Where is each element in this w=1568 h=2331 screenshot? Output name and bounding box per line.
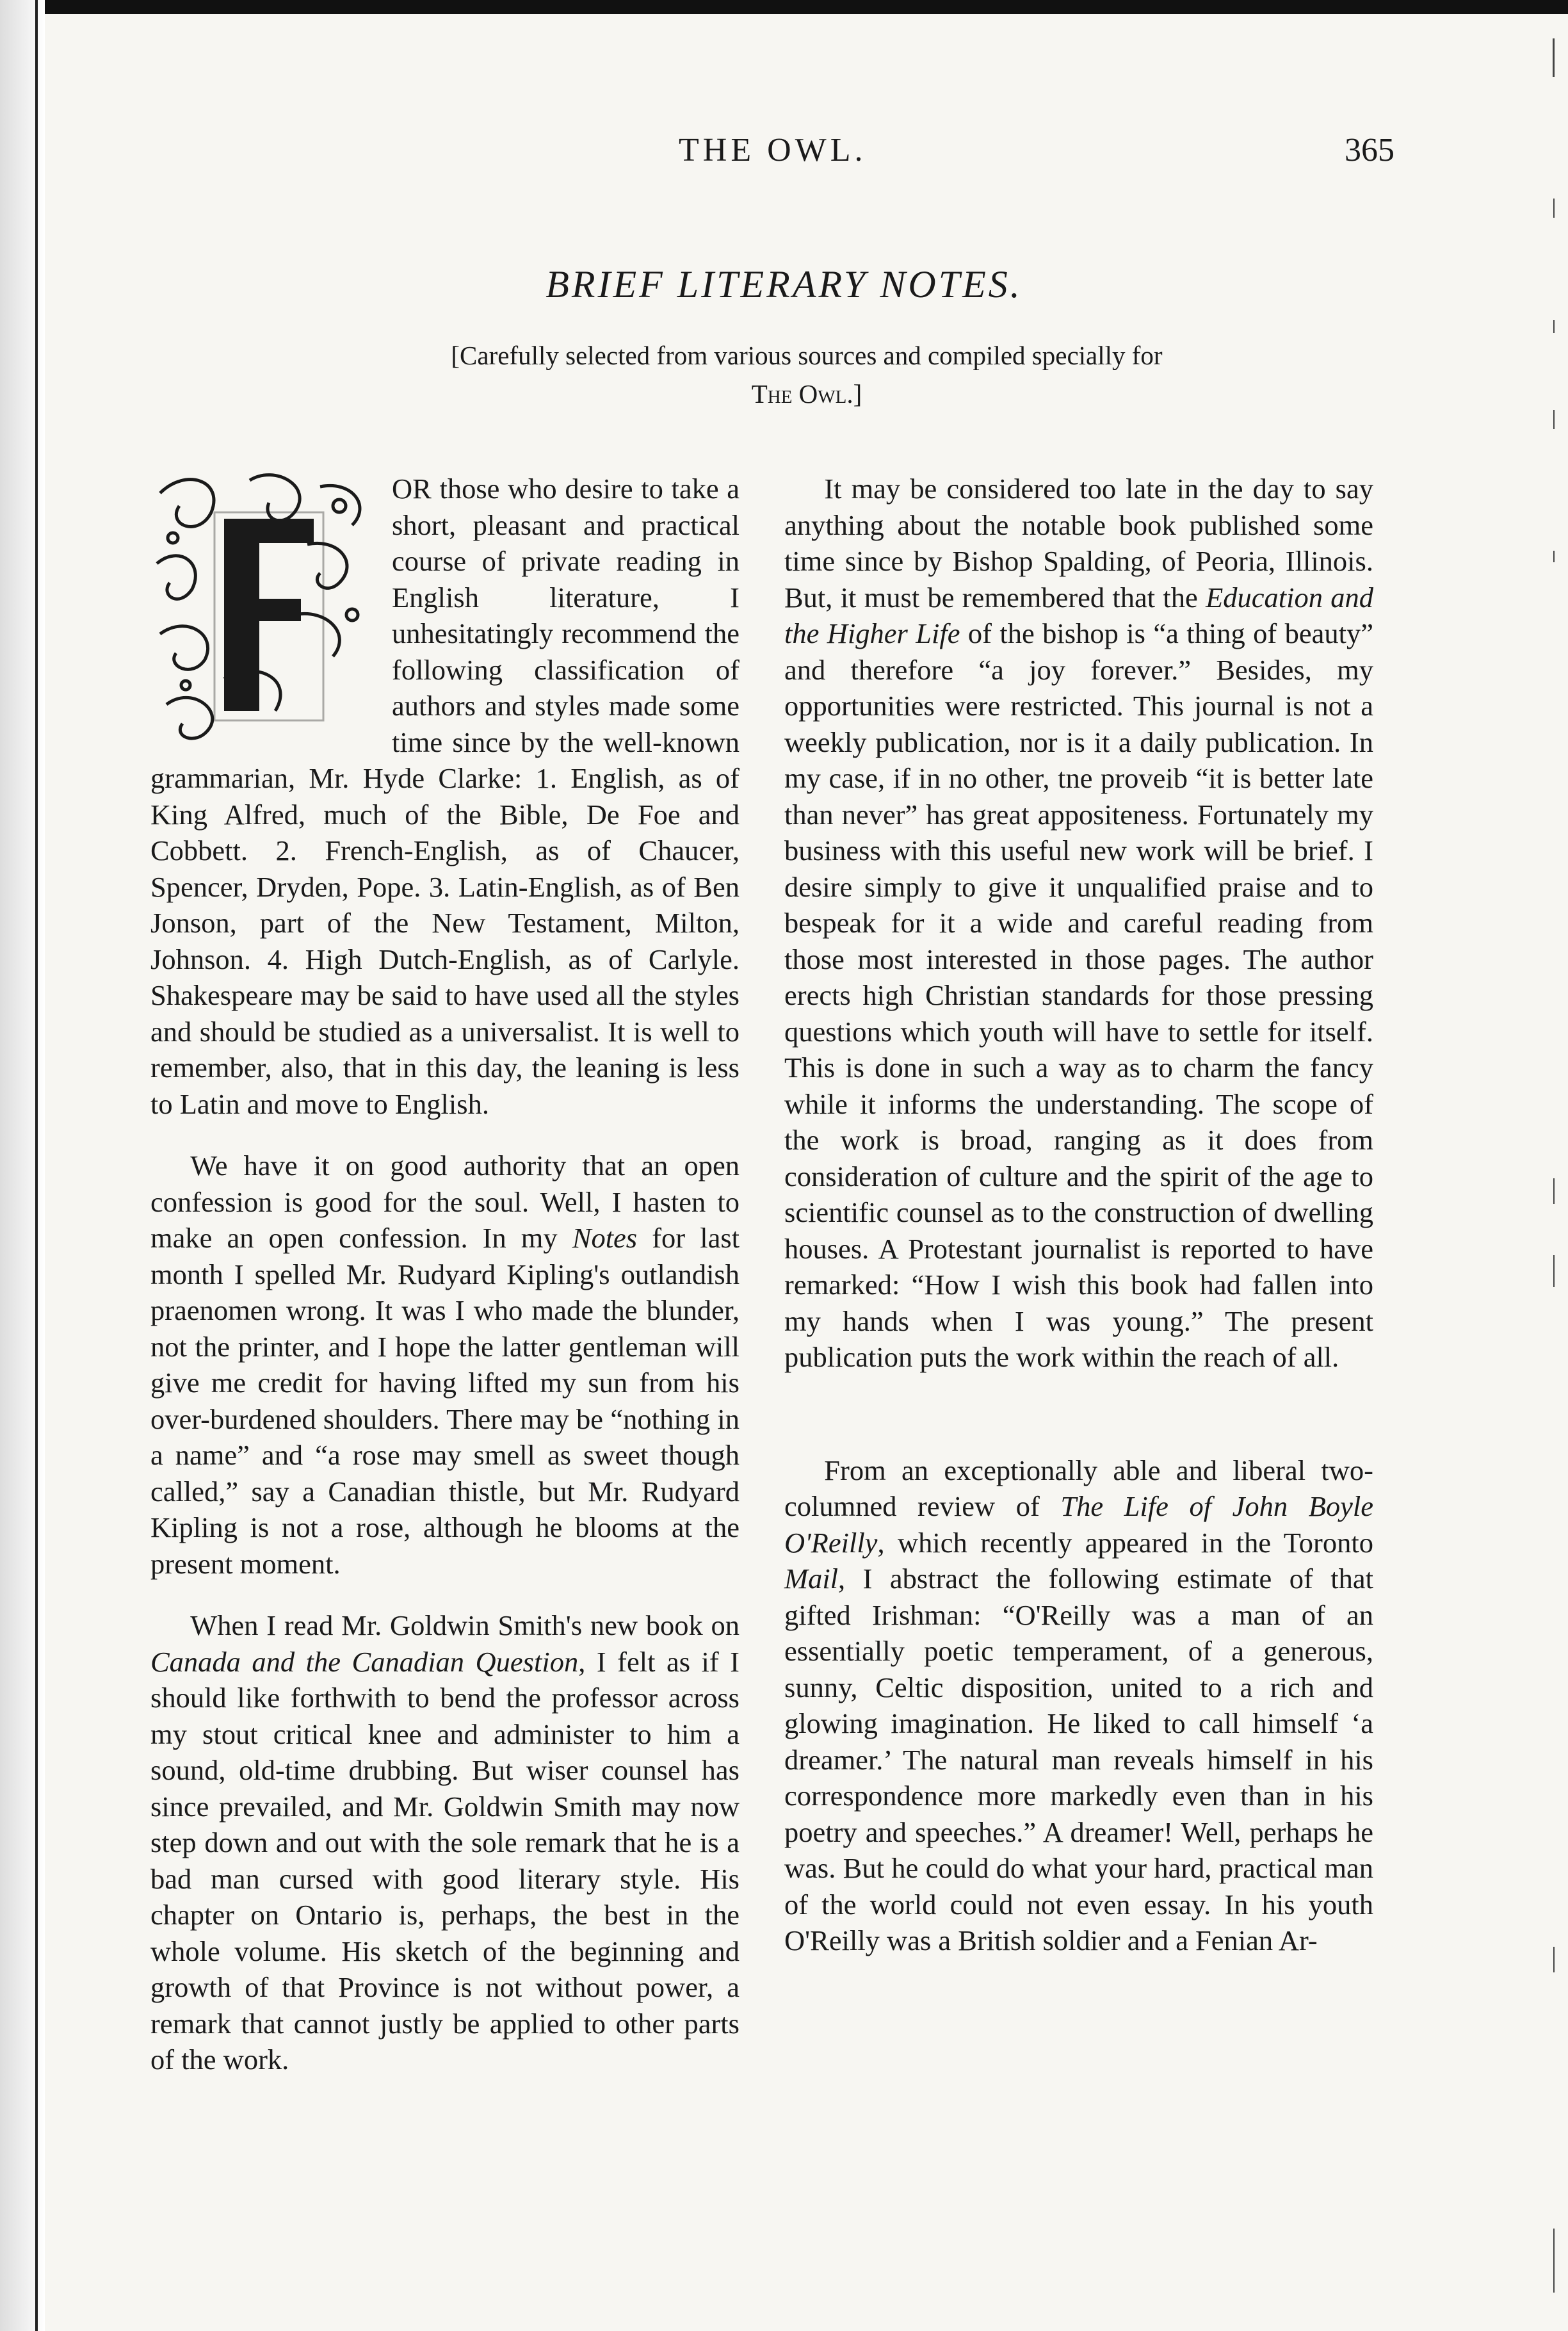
paragraph-classification bbox=[150, 471, 740, 1122]
text-run: It may be considered too late in the day to say anything about the notable book published some time since by Bishop Spalding, of Peoria, Illinois. But, it must be remembered that the bbox=[784, 473, 1373, 613]
subhead-journal: The Owl. bbox=[751, 379, 853, 409]
ornamental-dropcap bbox=[147, 467, 378, 752]
italic-title: Canada and the Canadian Question bbox=[150, 1645, 579, 1678]
paragraph-spalding bbox=[784, 471, 1373, 1376]
scan-top-edge bbox=[0, 0, 1568, 14]
article-subhead bbox=[371, 336, 1242, 413]
text-run: , I felt as if I should like forthwith to bend the professor across my stout critical knee and administer to him a sound, old-time drubbing. But wiser counsel has since prevailed, and Mr. Goldwin Smith may now step down and out with the sole remark that he is a bad man cursed with good literary style. His chapter on Ontario is, perhaps, the best in the whole volume. His sketch of the beginning and growth of that Province is not without power, a remark that cannot justly be applied to other parts of the work. bbox=[150, 1645, 740, 2075]
text-run: When I read Mr. Goldwin Smith's new book on bbox=[190, 1609, 740, 1641]
floral-ornament-icon bbox=[147, 467, 378, 752]
journal-title: THE OWL. bbox=[679, 132, 867, 168]
subhead-bracket: ] bbox=[853, 379, 862, 409]
italic-title: The Life of John Boyle O'Reilly bbox=[784, 1490, 1373, 1559]
text-run: We have it on good authority that an open confession is good for the soul. Well, I hasten to make an open confession. In my bbox=[150, 1149, 740, 1254]
paragraph-confession bbox=[150, 1148, 740, 1582]
italic-title: Notes bbox=[572, 1222, 638, 1254]
text-run: From an exceptionally able and liberal two-columned review of bbox=[784, 1454, 1373, 1522]
page-number: 365 bbox=[1345, 132, 1394, 168]
paragraph-goldwin-smith bbox=[150, 1607, 740, 2078]
text-run: for last month I spelled Mr. Rudyard Kipling's outlandish praenomen wrong. It was I who made the blunder, not the printer, and I hope the latter gentleman will give me credit for having lifted my sun from his over-burdened shoulders. There may be “nothing in a name” and “a rose may smell as sweet though called,” say a Canadian thistle, but Mr. Rudyard Kipling is not a rose, although he blooms at the present moment. bbox=[150, 1222, 740, 1580]
scan-binding-shadow bbox=[0, 0, 45, 2331]
italic-title: Education and the Higher Life bbox=[784, 581, 1373, 649]
scan-spine-line bbox=[35, 0, 38, 2331]
text-run: of the bishop is “a thing of beauty” and therefore “a joy forever.” Besides, my opportunities were restricted. This journal is not a weekly publication, nor is it a daily publication. In my case, if in no other, tne proveib “it is better late than never” has great appositeness. Fortunately my business with this useful new work will be brief. I desire simply to give it unqualified praise and to bespeak for it a wide and careful reading from those most interested in those pages. The author erects high Christian standards for those pressing questions which youth will have to settle for itself. This is done in such a way as to charm the fancy while it informs the understanding. The scope of the work is broad, ranging as it does from consideration of culture and the spirit of the age to scientific counsel as to the construction of dwelling houses. A Protestant journalist is reported to have remarked: “How I wish this book had fallen into my hands when I was young.” The present publication puts the work within the reach of all. bbox=[784, 617, 1373, 1373]
subhead-text: [Carefully selected from various sources and compiled specially for bbox=[451, 341, 1163, 370]
left-column bbox=[150, 471, 740, 2078]
paragraph-oreilly bbox=[784, 1452, 1373, 1959]
right-column bbox=[784, 471, 1373, 1959]
running-head bbox=[0, 131, 1568, 176]
scan-edge-marks bbox=[1548, 38, 1560, 2318]
italic-title: Mail bbox=[784, 1563, 839, 1595]
article-headline: BRIEF LITERARY NOTES. bbox=[546, 263, 1022, 305]
text-run: , which recently appeared in the Toronto bbox=[877, 1526, 1373, 1559]
paragraph-1-text: OR those who desire to take a short, pleasant and practical course of private reading in English literature, I unhesitatingly recommend the following classification of authors and styles made some time since by the well-known grammarian, Mr. Hyde Clarke: 1. English, as of King Alfred, much of the Bible, De Foe and Cobbett. 2. French-English, as of Chaucer, Spencer, Dryden, Pope. 3. Latin-English, as of Ben Jonson, part of the New Testament, Milton, Johnson. 4. High Dutch-English, as of Carlyle. Shakespeare may be said to have used all the styles and should be studied as a universalist. It is well to remember, also, that in this day, the leaning is less to Latin and move to English. bbox=[150, 473, 740, 1120]
text-run: , I abstract the following estimate of that gifted Irishman: “O'Reilly was a man of an essentially poetic temperament, of a generous, sunny, Celtic disposition, united to a rich and glowing imagination. He liked to call himself ‘a dreamer.’ The natural man reveals himself in his correspondence more markedly even than in his poetry and speeches.” A dreamer! Well, perhaps he was. But he could do what your hard, practical man of the world could not even essay. In his youth O'Reilly was a British soldier and a Fenian Ar- bbox=[784, 1563, 1373, 1956]
